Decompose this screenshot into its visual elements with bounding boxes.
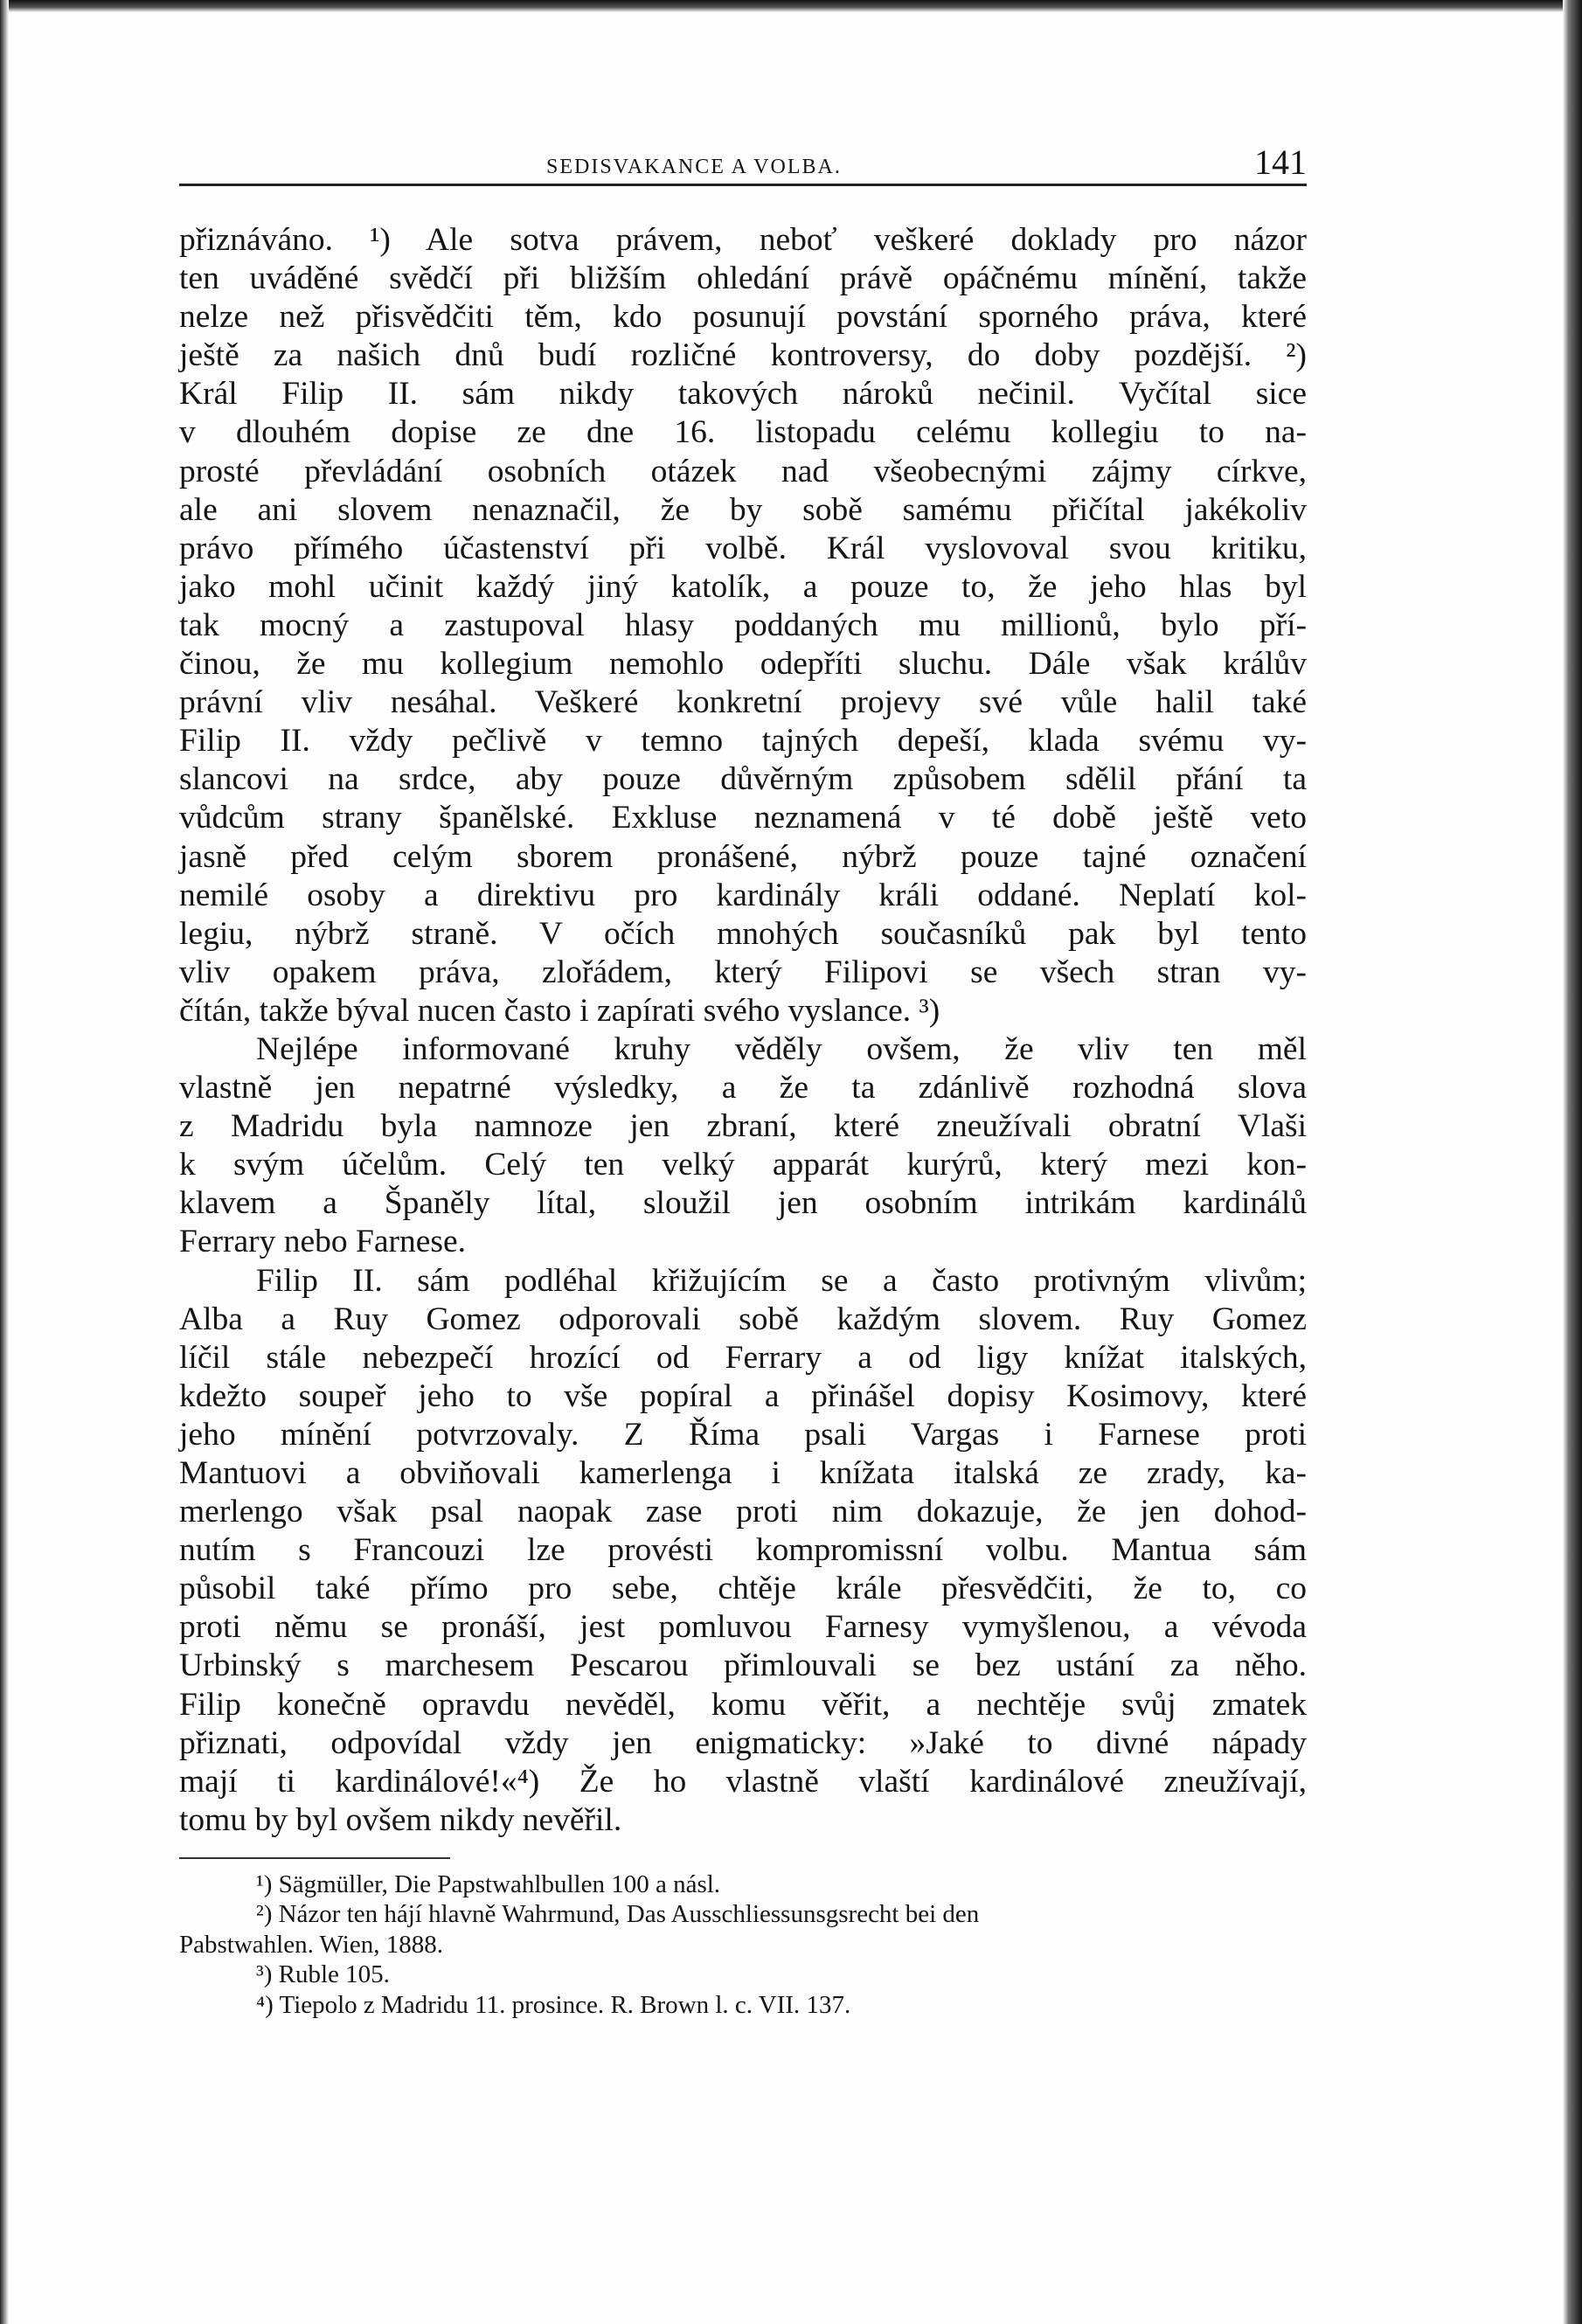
text-line: právo přímého účastenství při volbě. Král vyslovoval svou kritiku, <box>179 530 1307 566</box>
page-number: 141 <box>1254 142 1307 182</box>
scan-edge-top <box>0 0 1582 12</box>
text-line: líčil stále nebezpečí hrozící od Ferrary a od ligy knížat italských, <box>179 1339 1307 1376</box>
text-line: mají ti kardinálové!«⁴) Že ho vlastně vlaští kardinálové zneužívají, <box>179 1763 1307 1800</box>
text-line: vůdcům strany španělské. Exkluse neznamená v té době ještě veto <box>179 800 1307 836</box>
body-text <box>179 221 1307 1840</box>
scan-edge-right <box>1563 0 1582 2324</box>
running-header <box>179 131 1307 186</box>
footnotes <box>179 1857 1307 2021</box>
text-line: prosté převládání osobních otázek nad všeobecnými zájmy církve, <box>179 453 1307 489</box>
text-line: činou, že mu kollegium nemohlo odepříti sluchu. Dále však králův <box>179 646 1307 683</box>
text-line: ten uváděné svědčí při bližším ohledání právě opáčnému mínění, takže <box>179 260 1307 297</box>
text-line: přiznáváno. ¹) Ale sotva právem, neboť veškeré doklady pro názor <box>179 222 1307 258</box>
footnote-continuation: Pabstwahlen. Wien, 1888. <box>179 1930 443 1959</box>
text-line: k svým účelům. Celý ten velký apparát kurýrů, který mezi kon- <box>179 1147 1307 1183</box>
text-line: přiznati, odpovídal vždy jen enigmaticky: »Jaké to divné nápady <box>179 1724 1307 1761</box>
text-line: nelze než přisvědčiti těm, kdo posunují povstání sporného práva, které <box>179 299 1307 336</box>
footnote: ²) Názor ten hájí hlavně Wahrmund, Das Ausschliessunsgsrecht bei den <box>256 1900 980 1929</box>
paragraph-start-line: Nejlépe informované kruhy věděly ovšem, že vliv ten měl <box>256 1030 1307 1067</box>
text-line: ještě za našich dnů budí rozličné kontroversy, do doby pozdější. ²) <box>179 337 1307 374</box>
text-line: tak mocný a zastupoval hlasy poddaných mu millionů, bylo pří- <box>179 607 1307 643</box>
footnote: ¹) Sägmüller, Die Papstwahlbullen 100 a násl. <box>256 1870 721 1898</box>
text-line: Filip II. vždy pečlivě v temno tajných depeší, klada svému vy- <box>179 723 1307 760</box>
text-line: klavem a Španěly lítal, sloužil jen osobním intrikám kardinálů <box>179 1185 1307 1222</box>
text-line: jeho mínění potvrzovaly. Z Říma psali Vargas i Farnese proti <box>179 1416 1307 1453</box>
text-line: ale ani slovem nenaznačil, že by sobě samému přičítal jakékoliv <box>179 491 1307 528</box>
text-line: jako mohl učinit každý jiný katolík, a pouze to, že jeho hlas byl <box>179 568 1307 605</box>
text-line: slancovi na srdce, aby pouze důvěrným způsobem sdělil přání ta <box>179 761 1307 798</box>
scan-edge-left <box>0 0 9 2324</box>
text-line: Filip konečně opravdu nevěděl, komu věřit, a nechtěje svůj zmatek <box>179 1686 1307 1723</box>
text-line: vlastně jen nepatrné výsledky, a že ta zdánlivě rozhodná slova <box>179 1070 1307 1107</box>
text-line: legiu, nýbrž straně. V očích mnohých současníků pak byl tento <box>179 915 1307 952</box>
text-line: nutím s Francouzi lze provésti kompromissní volbu. Mantua sám <box>179 1532 1307 1569</box>
text-line: Urbinský s marchesem Pescarou přimlouvali se bez ustání za něho. <box>179 1648 1307 1684</box>
text-line: Mantuovi a obviňovali kamerlenga i knížata italská ze zrady, ka- <box>179 1455 1307 1491</box>
text-line: v dlouhém dopise ze dne 16. listopadu celému kollegiu to na- <box>179 414 1307 451</box>
running-title: SEDISVAKANCE A VOLBA. <box>546 156 842 178</box>
paragraph-start-line: Filip II. sám podléhal křižujícím se a často protivným vlivům; <box>256 1262 1307 1299</box>
text-line: Alba a Ruy Gomez odporovali sobě každým slovem. Ruy Gomez <box>179 1301 1307 1337</box>
text-line: nemilé osoby a direktivu pro kardinály králi oddané. Neplatí kol- <box>179 877 1307 913</box>
footnote: ⁴) Tiepolo z Madridu 11. prosince. R. Brown l. c. VII. 137. <box>256 1990 851 2019</box>
text-line: působil také přímo pro sebe, chtěje krále přesvědčiti, že to, co <box>179 1571 1307 1607</box>
text-line: vliv opakem práva, zlořádem, který Filipovi se všech stran vy- <box>179 954 1307 990</box>
book-page <box>179 131 1307 2020</box>
footnote-rule <box>179 1857 450 1859</box>
footnote: ³) Ruble 105. <box>256 1960 390 1989</box>
text-line: z Madridu byla namnoze jen zbraní, které zneužívali obratní Vlaši <box>179 1108 1307 1145</box>
text-line: čítán, takže býval nucen často i zapírati svého vyslance. ³) <box>179 992 940 1029</box>
text-line: kdežto soupeř jeho to vše popíral a přinášel dopisy Kosimovy, které <box>179 1377 1307 1414</box>
text-line: Král Filip II. sám nikdy takových nároků nečinil. Vyčítal sice <box>179 376 1307 413</box>
text-line: merlengo však psal naopak zase proti nim dokazuje, že jen dohod- <box>179 1494 1307 1530</box>
text-line: Ferrary nebo Farnese. <box>179 1224 466 1260</box>
text-line: proti němu se pronáší, jest pomluvou Farnesy vymyšlenou, a vévoda <box>179 1609 1307 1646</box>
text-line: jasně před celým sborem pronášené, nýbrž pouze tajné označení <box>179 838 1307 875</box>
text-line: tomu by byl ovšem nikdy nevěřil. <box>179 1801 622 1838</box>
text-line: právní vliv nesáhal. Veškeré konkretní projevy své vůle halil také <box>179 684 1307 721</box>
